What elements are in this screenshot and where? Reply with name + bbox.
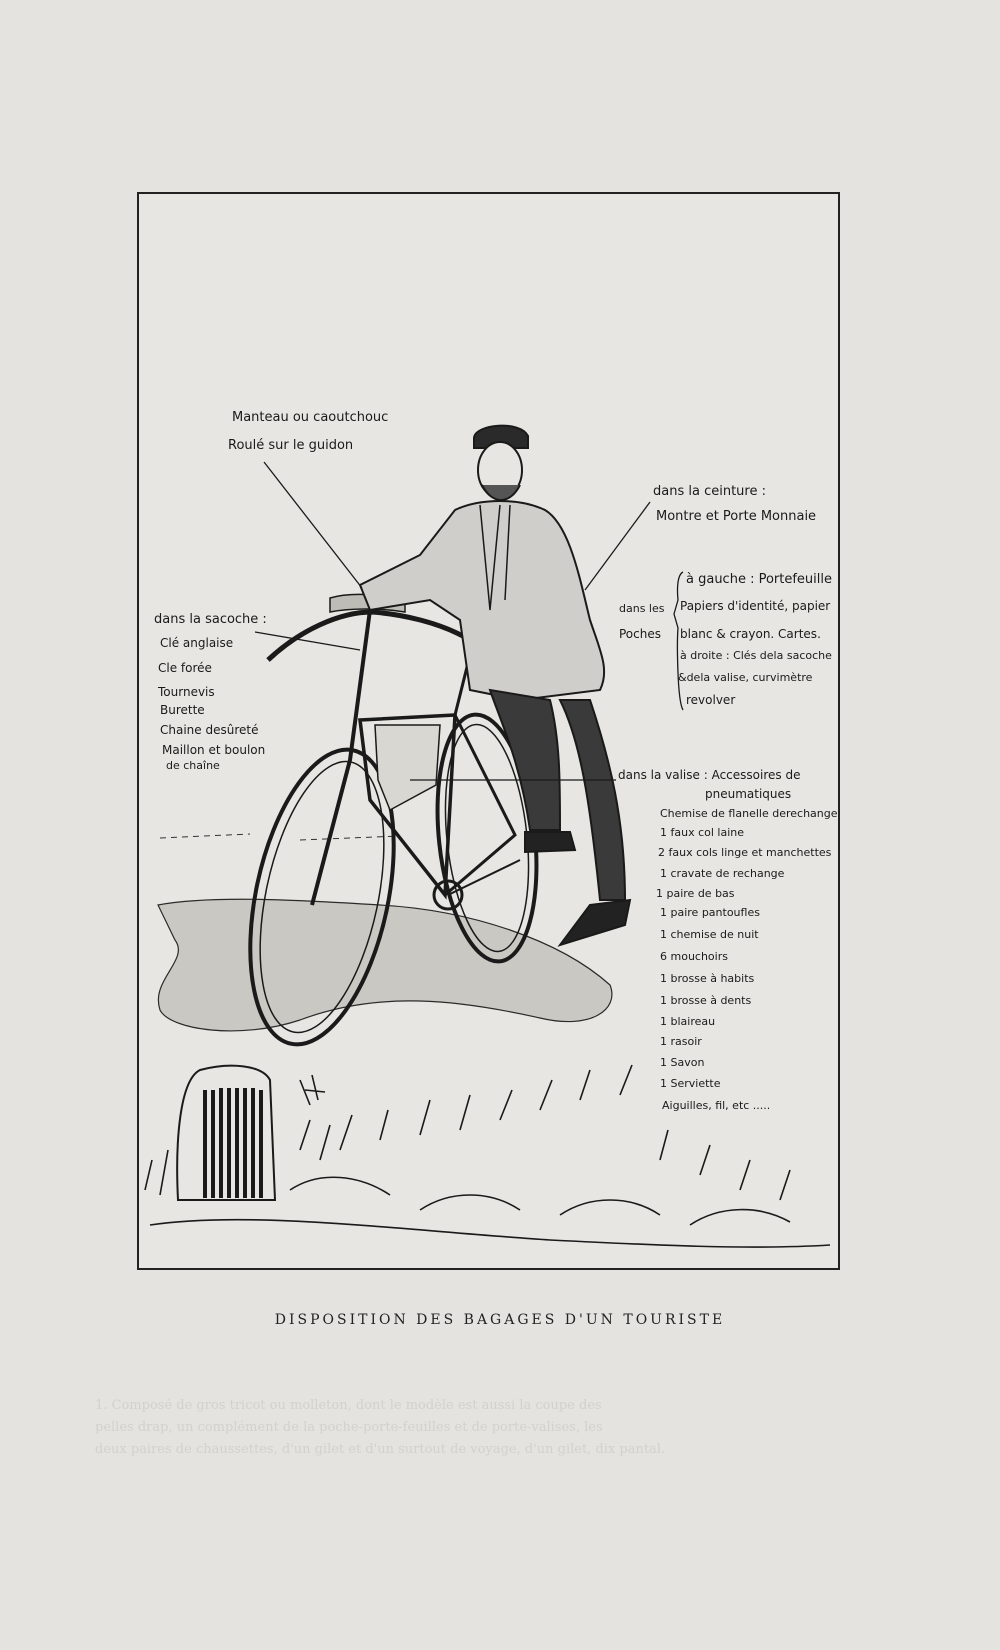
label-manteau-line2: Roulé sur le guidon (228, 438, 354, 453)
label-valise-item: 1 cravate de rechange (660, 867, 785, 880)
label-valise-item: 1 brosse à dents (660, 994, 752, 1007)
label-poches-line: blanc & crayon. Cartes. (680, 627, 821, 641)
label-valise-item: 1 faux col laine (660, 826, 745, 839)
label-valise-item: 1 Savon (660, 1056, 705, 1069)
label-poches-title: Poches (619, 627, 661, 641)
label-sacoche-title: dans la sacoche : (154, 612, 267, 627)
label-poches-line: revolver (686, 693, 736, 707)
label-valise-item: 1 rasoir (660, 1035, 702, 1048)
label-poches-line: à gauche : Portefeuille (686, 572, 833, 587)
label-valise-item: 2 faux cols linge et manchettes (658, 846, 832, 859)
label-sacoche-item: Burette (160, 703, 205, 717)
label-ceinture-title: dans la ceinture : (653, 484, 766, 499)
milestone (177, 1066, 275, 1200)
label-valise-title-2: pneumatiques (705, 787, 792, 801)
label-sacoche-item: Tournevis (158, 685, 215, 699)
label-valise-item: Chemise de flanelle derechange (660, 807, 838, 820)
figure-caption: DISPOSITION DES BAGAGES D'UN TOURISTE (274, 1312, 726, 1328)
label-sacoche-item: Cle forée (158, 661, 212, 675)
label-sacoche-item: Chaine desûreté (160, 723, 259, 737)
label-sacoche-item: de chaîne (166, 759, 220, 772)
label-manteau-line1: Manteau ou caoutchouc (232, 410, 389, 425)
label-ceinture-text: Montre et Porte Monnaie (656, 509, 817, 524)
label-valise-item: 1 paire de bas (656, 887, 735, 900)
label-sacoche-item: Clé anglaise (160, 636, 234, 650)
label-valise-item: 6 mouchoirs (660, 950, 728, 963)
label-valise-item: 1 Serviette (660, 1077, 721, 1090)
label-valise-item: 1 paire pantoufles (660, 906, 760, 919)
saddle-bag (375, 725, 440, 810)
bleed-through-line: 1. Composé de gros tricot ou molleton, dont le modèle est aussi la coupe des (95, 1398, 602, 1413)
label-sacoche-item: Maillon et boulon (162, 743, 266, 757)
bleed-through-line: deux paires de chaussettes, d'un gilet et d'un surtout de voyage, d'un gilet, dix pantal. (95, 1442, 666, 1457)
label-poches-line: à droite : Clés dela sacoche (680, 649, 832, 662)
label-poches-title: dans les (619, 602, 665, 615)
label-valise-title: dans la valise : Accessoires de (618, 768, 801, 782)
label-poches-line: &dela valise, curvimètre (678, 671, 813, 684)
cyclist (360, 426, 630, 945)
bleed-through-line: pelles drap, un complément de la poche-porte-feuilles et de porte-valises, les (95, 1420, 603, 1435)
label-valise-item: 1 brosse à habits (660, 972, 755, 985)
label-poches-line: Papiers d'identité, papier (680, 599, 831, 613)
label-valise-item: 1 chemise de nuit (660, 928, 759, 941)
label-valise-item: Aiguilles, fil, etc ..... (662, 1099, 771, 1112)
label-valise-item: 1 blaireau (660, 1015, 716, 1028)
